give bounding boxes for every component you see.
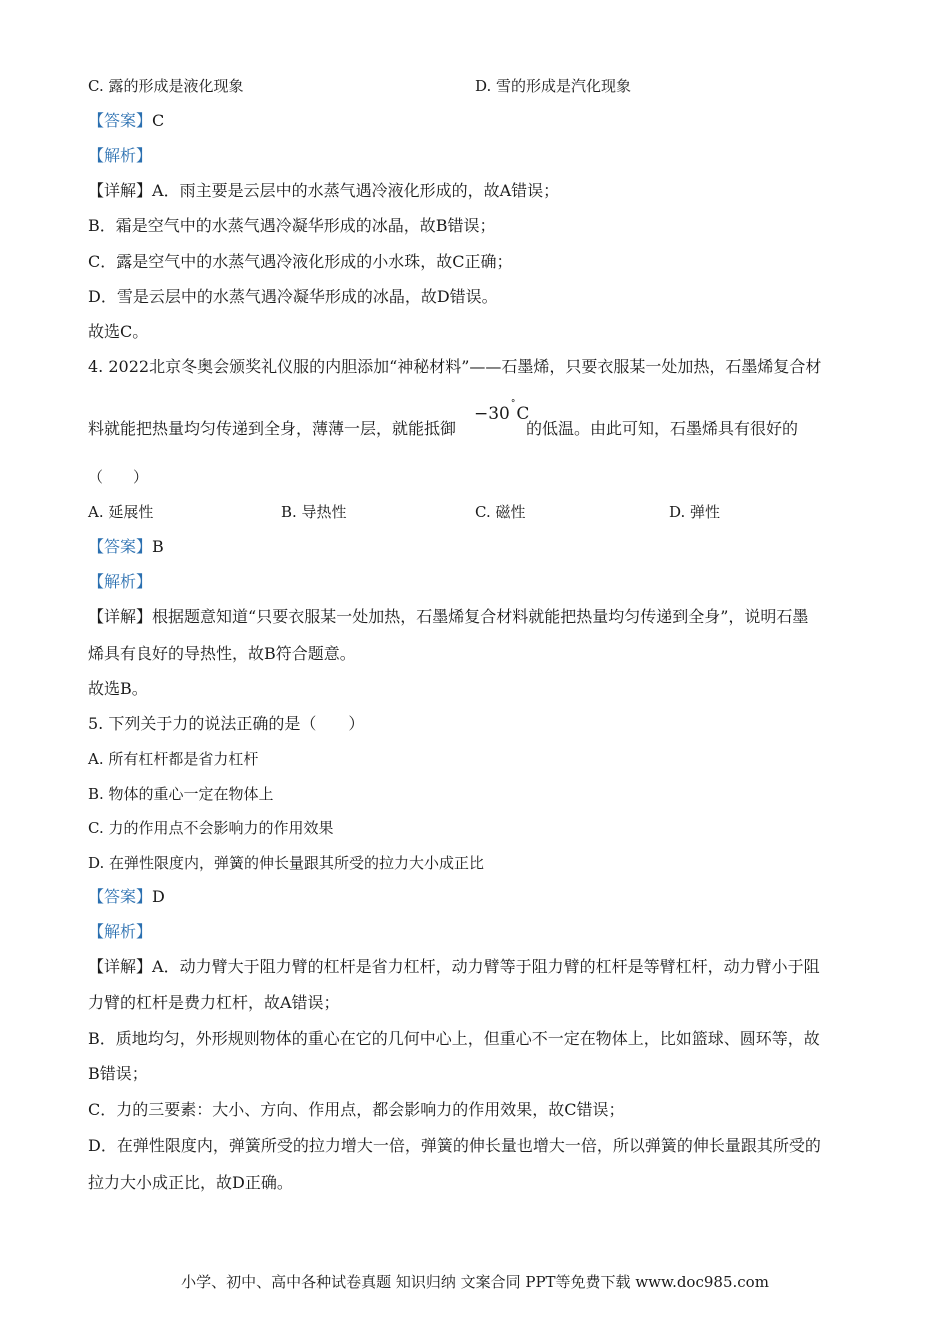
answer-tag: 【答案】 <box>88 887 153 906</box>
q3-detail-line: B．霜是空气中的水蒸气遇冷凝华形成的冰晶，故B错误； <box>88 216 496 235</box>
q5-analysis-tag: 【解析】 <box>88 922 153 941</box>
q4-detail-line: 烯具有良好的导热性，故B符合题意。 <box>88 644 356 663</box>
answer-value: D <box>152 887 165 906</box>
detail-text: A．动力臂大于阻力臂的杠杆是省力杠杆，动力臂等于阻力臂的杠杆是等臂杠杆，动力臂小于阻 <box>152 957 820 976</box>
q5-option-d: D. 在弹性限度内，弹簧的伸长量跟其所受的拉力大小成正比 <box>88 854 485 872</box>
q4-option-b: B. 导热性 <box>281 503 347 521</box>
temp-unit: C <box>516 404 530 424</box>
q3-answer <box>88 111 164 131</box>
answer-tag: 【答案】 <box>88 111 153 130</box>
q3-conclusion: 故选C。 <box>88 322 149 341</box>
detail-tag: 【详解】 <box>88 181 153 200</box>
q4-answer <box>88 537 164 557</box>
q4-option-d: D. 弹性 <box>669 503 721 521</box>
detail-text: 根据题意知道“只要衣服某一处加热，石墨烯复合材料就能把热量均匀传递到全身”，说明石墨 <box>152 607 809 626</box>
q5-detail-line: 力臂的杠杆是费力杠杆，故A错误； <box>88 993 340 1012</box>
q4-stem-line2b: 的低温。由此可知，石墨烯具有很好的 <box>526 419 799 438</box>
q5-answer <box>88 887 165 907</box>
q5-detail-line: C．力的三要素：大小、方向、作用点，都会影响力的作用效果，故C错误； <box>88 1100 625 1119</box>
q3-option-d: D. 雪的形成是汽化现象 <box>475 77 632 95</box>
detail-tag: 【详解】 <box>88 607 153 626</box>
q3-detail-line <box>88 181 559 201</box>
answer-value: C <box>152 111 165 130</box>
q5-option-c: C. 力的作用点不会影响力的作用效果 <box>88 819 334 837</box>
temp-degree: ° <box>510 399 516 410</box>
q5-detail-line <box>88 957 820 977</box>
q4-option-a: A. 延展性 <box>88 503 154 521</box>
q5-detail-line: B．质地均匀，外形规则物体的重心在它的几何中心上，但重心不一定在物体上，比如篮球、圆环等，故 <box>88 1029 820 1048</box>
answer-value: B <box>152 537 164 556</box>
q4-stem-line1: 4. 2022北京冬奥会颁奖礼仪服的内胆添加“神秘材料”——石墨烯，只要衣服某一处加热，石墨烯复合材 <box>88 357 822 376</box>
q4-conclusion: 故选B。 <box>88 679 148 698</box>
q5-detail-line: B错误； <box>88 1064 148 1083</box>
q4-detail-line <box>88 607 808 627</box>
detail-text: A．雨主要是云层中的水蒸气遇冷液化形成的，故A错误； <box>152 181 560 200</box>
answer-tag: 【答案】 <box>88 537 153 556</box>
q3-option-c: C. 露的形成是液化现象 <box>88 77 244 95</box>
q5-detail-line: 拉力大小成正比，故D正确。 <box>88 1173 293 1192</box>
temperature-value <box>474 399 530 424</box>
q5-detail-line: D．在弹性限度内，弹簧所受的拉力增大一倍，弹簧的伸长量也增大一倍，所以弹簧的伸长量跟其所受的 <box>88 1136 821 1155</box>
q4-option-c: C. 磁性 <box>475 503 526 521</box>
q3-detail-line: D．雪是云层中的水蒸气遇冷凝华形成的冰晶，故D错误。 <box>88 287 498 306</box>
q4-analysis-tag: 【解析】 <box>88 572 153 591</box>
q4-stem-line2a: 料就能把热量均匀传递到全身，薄薄一层，就能抵御 <box>88 419 457 438</box>
q5-option-b: B. 物体的重心一定在物体上 <box>88 785 274 803</box>
q5-option-a: A. 所有杠杆都是省力杠杆 <box>88 750 259 768</box>
page-footer: 小学、初中、高中各种试卷真题 知识归纳 文案合同 PPT等免费下载 www.doc985.com <box>181 1273 769 1291</box>
q3-detail-line: C．露是空气中的水蒸气遇冷液化形成的小水珠，故C正确； <box>88 252 513 271</box>
q4-bracket: （ ） <box>88 468 149 486</box>
q5-stem: 5. 下列关于力的说法正确的是（ ） <box>88 714 365 733</box>
detail-tag: 【详解】 <box>88 957 153 976</box>
q3-analysis-tag: 【解析】 <box>88 146 153 165</box>
temp-number: −30 <box>474 404 510 424</box>
